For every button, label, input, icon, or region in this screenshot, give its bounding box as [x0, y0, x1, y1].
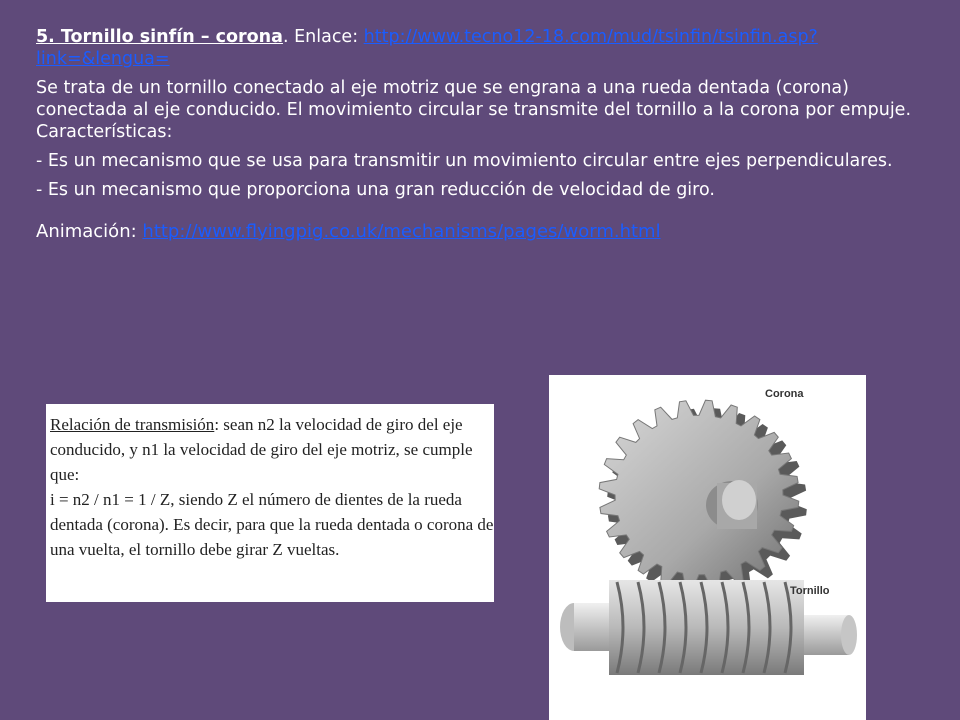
label-tornillo: Tornillo	[790, 585, 830, 597]
paragraph-feature-1: - Es un mecanismo que se usa para transmitir un movimiento circular entre ejes perpendiculares.	[36, 151, 893, 171]
label-corona: Corona	[765, 388, 804, 400]
transmission-text: : sean n2 la velocidad de giro del eje conducido, y n1 la velocidad de giro del eje motriz, se cumple que:	[50, 415, 473, 484]
main-text-block	[36, 26, 936, 250]
tecno-link-suffix[interactable]: =	[154, 49, 170, 69]
paragraph-feature-2: - Es un mecanismo que proporciona una gran reducción de velocidad de giro.	[36, 180, 715, 200]
heading-link-prefix: . Enlace:	[282, 27, 364, 47]
worm-gear-illustration	[549, 375, 866, 720]
heading-line	[36, 26, 936, 70]
worm-gear-image	[549, 375, 866, 720]
tecno-link[interactable]: http://www.tecno12-18.com/mud/tsinfin/tsinfin.asp?link=&lengua	[36, 27, 818, 69]
crown-gear-shape	[599, 400, 807, 598]
section-title: 5. Tornillo sinfín – corona	[36, 27, 283, 47]
paragraph-description: Se trata de un tornillo conectado al eje motriz que se engrana a una rueda dentada (corona) conectada al eje conducido. El movimiento circular se transmite del tornillo a la corona por empuje. Características:	[36, 78, 912, 142]
animation-link[interactable]: http://www.flyingpig.co.uk/mechanisms/pages/worm.html	[142, 221, 661, 242]
animation-line	[36, 221, 936, 243]
transmission-ratio-box	[46, 404, 494, 602]
transmission-term: Relación de transmisión	[50, 415, 215, 434]
animation-label: Animación:	[36, 221, 143, 242]
transmission-formula: i = n2 / n1 = 1 / Z, siendo Z el número de dientes de la rueda dentada (corona). Es decir, para que la rueda dentada o corona de una vuelta, el tornillo debe girar Z vueltas.	[50, 490, 494, 559]
